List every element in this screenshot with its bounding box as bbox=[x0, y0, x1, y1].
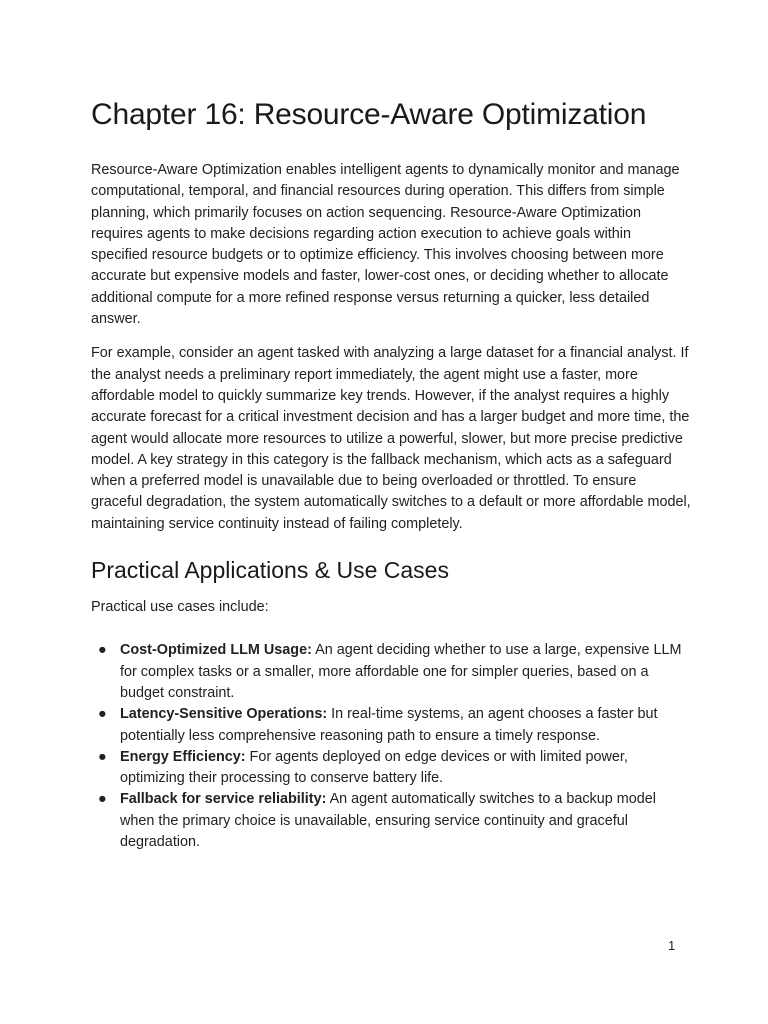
bullet-icon: ● bbox=[98, 791, 107, 808]
page-number: 1 bbox=[668, 938, 676, 953]
bullet-icon: ● bbox=[98, 748, 107, 765]
list-item bbox=[91, 789, 691, 853]
list-item-term: Fallback for service reliability: bbox=[120, 791, 327, 808]
list-item bbox=[91, 704, 691, 747]
section-lead: Practical use cases include: bbox=[91, 599, 269, 616]
list-item-text: An agent automatically switches to a backup model when the primary choice is unavailable, ensuring service continuity and graceful degradation. bbox=[120, 791, 656, 851]
use-case-list bbox=[91, 640, 691, 853]
bullet-icon: ● bbox=[98, 642, 107, 659]
list-item bbox=[91, 747, 691, 790]
section-heading: Practical Applications & Use Cases bbox=[91, 557, 449, 584]
list-item bbox=[91, 640, 691, 704]
list-item-term: Cost-Optimized LLM Usage: bbox=[120, 642, 312, 659]
list-item-text: An agent deciding whether to use a large, expensive LLM for complex tasks or a smaller, more affordable one for simpler queries, based on a budget constraint. bbox=[120, 642, 682, 701]
bullet-icon: ● bbox=[98, 706, 107, 723]
list-item-text: For agents deployed on edge devices or with limited power, optimizing their processing to conserve battery life. bbox=[120, 748, 628, 787]
document-page bbox=[91, 92, 691, 853]
list-item-term: Latency-Sensitive Operations: bbox=[120, 706, 328, 723]
list-item-text: In real-time systems, an agent chooses a faster but potentially less comprehensive reasoning path to ensure a timely response. bbox=[120, 706, 658, 744]
chapter-title: Chapter 16: Resource-Aware Optimization bbox=[91, 98, 647, 131]
intro-paragraph-1: Resource-Aware Optimization enables intelligent agents to dynamically monitor and manage computational, temporal, and financial resources during operation. This differs from simple planning, which primarily focuses on action sequencing. Resource-Aware Optimization requires agents to make decisions regarding action execution to achieve goals within specified resource budgets or to optimize efficiency. This involves choosing between more accurate but expensive models and faster, lower-cost ones, or deciding whether to allocate additional compute for a more refined response versus returning a quicker, less detailed answer. bbox=[91, 162, 680, 328]
intro-paragraph-2: For example, consider an agent tasked with analyzing a large dataset for a financial analyst. If the analyst needs a preliminary report immediately, the agent might use a faster, more affordable model to quickly summarize key trends. However, if the analyst requires a highly accurate forecast for a critical investment decision and has a larger budget and more time, the agent would allocate more resources to utilize a powerful, slower, but more precise predictive model. A key strategy in this category is the fallback mechanism, which acts as a safeguard when a preferred model is unavailable due to being overloaded or throttled. To ensure graceful degradation, the system automatically switches to a default or more affordable model, maintaining service continuity instead of failing completely. bbox=[91, 345, 691, 532]
list-item-term: Energy Efficiency: bbox=[120, 748, 246, 765]
